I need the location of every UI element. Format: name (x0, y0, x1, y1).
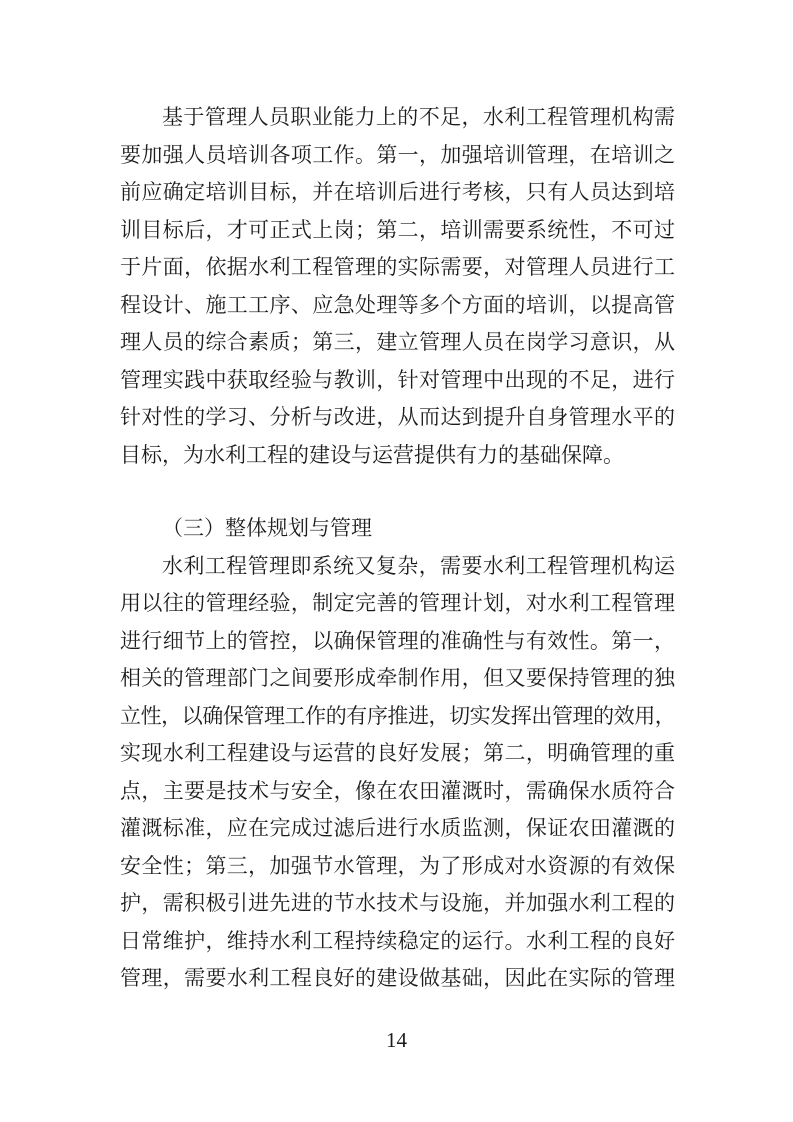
paragraph-planning (120, 548, 675, 998)
paragraph-training (120, 99, 675, 474)
text-line: 灌溉标准，应在完成过滤后进行水质监测，保证农田灌溉的 (120, 816, 675, 840)
text-line: 程设计、施工工序、应急处理等多个方面的培训，以提高管 (120, 292, 675, 317)
text-line: 训目标后，才可正式上岗；第二，培训需要系统性，不可过 (120, 217, 675, 242)
text-line: 安全性；第三，加强节水管理，为了形成对水资源的有效保 (120, 853, 675, 878)
text-line: 立性，以确保管理工作的有序推进，切实发挥出管理的效用， (120, 703, 675, 728)
text-line: 实现水利工程建设与运营的良好发展；第二，明确管理的重 (120, 741, 675, 765)
document-body (120, 99, 675, 998)
text-line: 基于管理人员职业能力上的不足，水利工程管理机构需 (162, 105, 675, 129)
text-line: 进行细节上的管控，以确保管理的准确性与有效性。第一， (120, 628, 675, 653)
text-line: 相关的管理部门之间要形成牵制作用，但又要保持管理的独 (120, 666, 675, 690)
text-line: 点，主要是技术与安全，像在农田灌溉时，需确保水质符合 (120, 778, 675, 803)
text-line: 针对性的学习、分析与改进，从而达到提升自身管理水平的 (120, 405, 675, 429)
text-line: 护，需积极引进先进的节水技术与设施，并加强水利工程的 (120, 891, 675, 915)
text-line: 要加强人员培训各项工作。第一，加强培训管理，在培训之 (120, 142, 675, 167)
text-line: 于片面，依据水利工程管理的实际需要，对管理人员进行工 (120, 255, 675, 279)
section-heading: （三）整体规划与管理 (162, 516, 372, 540)
text-line: 管理实践中获取经验与教训，针对管理中出现的不足，进行 (120, 367, 675, 392)
text-line: 前应确定培训目标，并在培训后进行考核，只有人员达到培 (120, 180, 675, 204)
text-line: 日常维护，维持水利工程持续稳定的运行。水利工程的良好 (120, 928, 675, 953)
text-line: 管理，需要水利工程良好的建设做基础，因此在实际的管理 (120, 966, 675, 990)
page-number: 14 (386, 1028, 407, 1052)
text-line: 理人员的综合素质；第三，建立管理人员在岗学习意识，从 (120, 330, 675, 354)
text-line: 目标，为水利工程的建设与运营提供有力的基础保障。 (120, 442, 624, 467)
text-line: 水利工程管理即系统又复杂，需要水利工程管理机构运 (162, 553, 675, 578)
text-line: 用以往的管理经验，制定完善的管理计划，对水利工程管理 (120, 591, 675, 615)
